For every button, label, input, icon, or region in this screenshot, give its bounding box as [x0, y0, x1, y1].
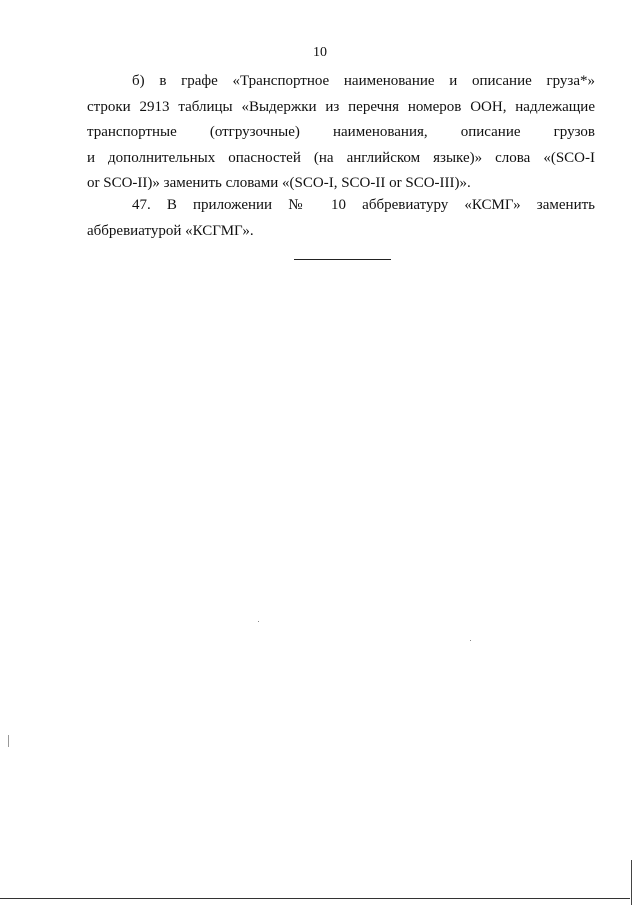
scan-edge-right: [631, 860, 632, 905]
end-separator-line: [294, 259, 391, 260]
paragraph-line: и дополнительных опасностей (на английском языке)» слова «(SCO-I: [87, 149, 595, 166]
paragraph-line: or SCO-II)» заменить словами «(SCO-I, SCO-II or SCO-III)».: [87, 175, 471, 191]
paragraph-line: 47. В приложении № 10 аббревиатуру «КСМГ» заменить: [132, 197, 595, 213]
paragraph-line: транспортные (отгрузочные) наименования, описание грузов: [87, 124, 595, 140]
page-number: 10: [313, 45, 327, 60]
paragraph-line: строки 2913 таблицы «Выдержки из перечня номеров ООН, надлежащие: [87, 98, 595, 115]
paragraph-47: [87, 193, 595, 244]
scan-speck: [470, 640, 471, 641]
scan-artifact-mark: [8, 735, 9, 747]
paragraph-line: б) в графе «Транспортное наименование и описание груза*»: [132, 73, 595, 89]
paragraph-b: [87, 69, 595, 197]
scan-edge-bottom: [0, 898, 630, 899]
paragraph-line: аббревиатурой «КСГМГ».: [87, 222, 254, 239]
scan-speck: [258, 621, 259, 622]
